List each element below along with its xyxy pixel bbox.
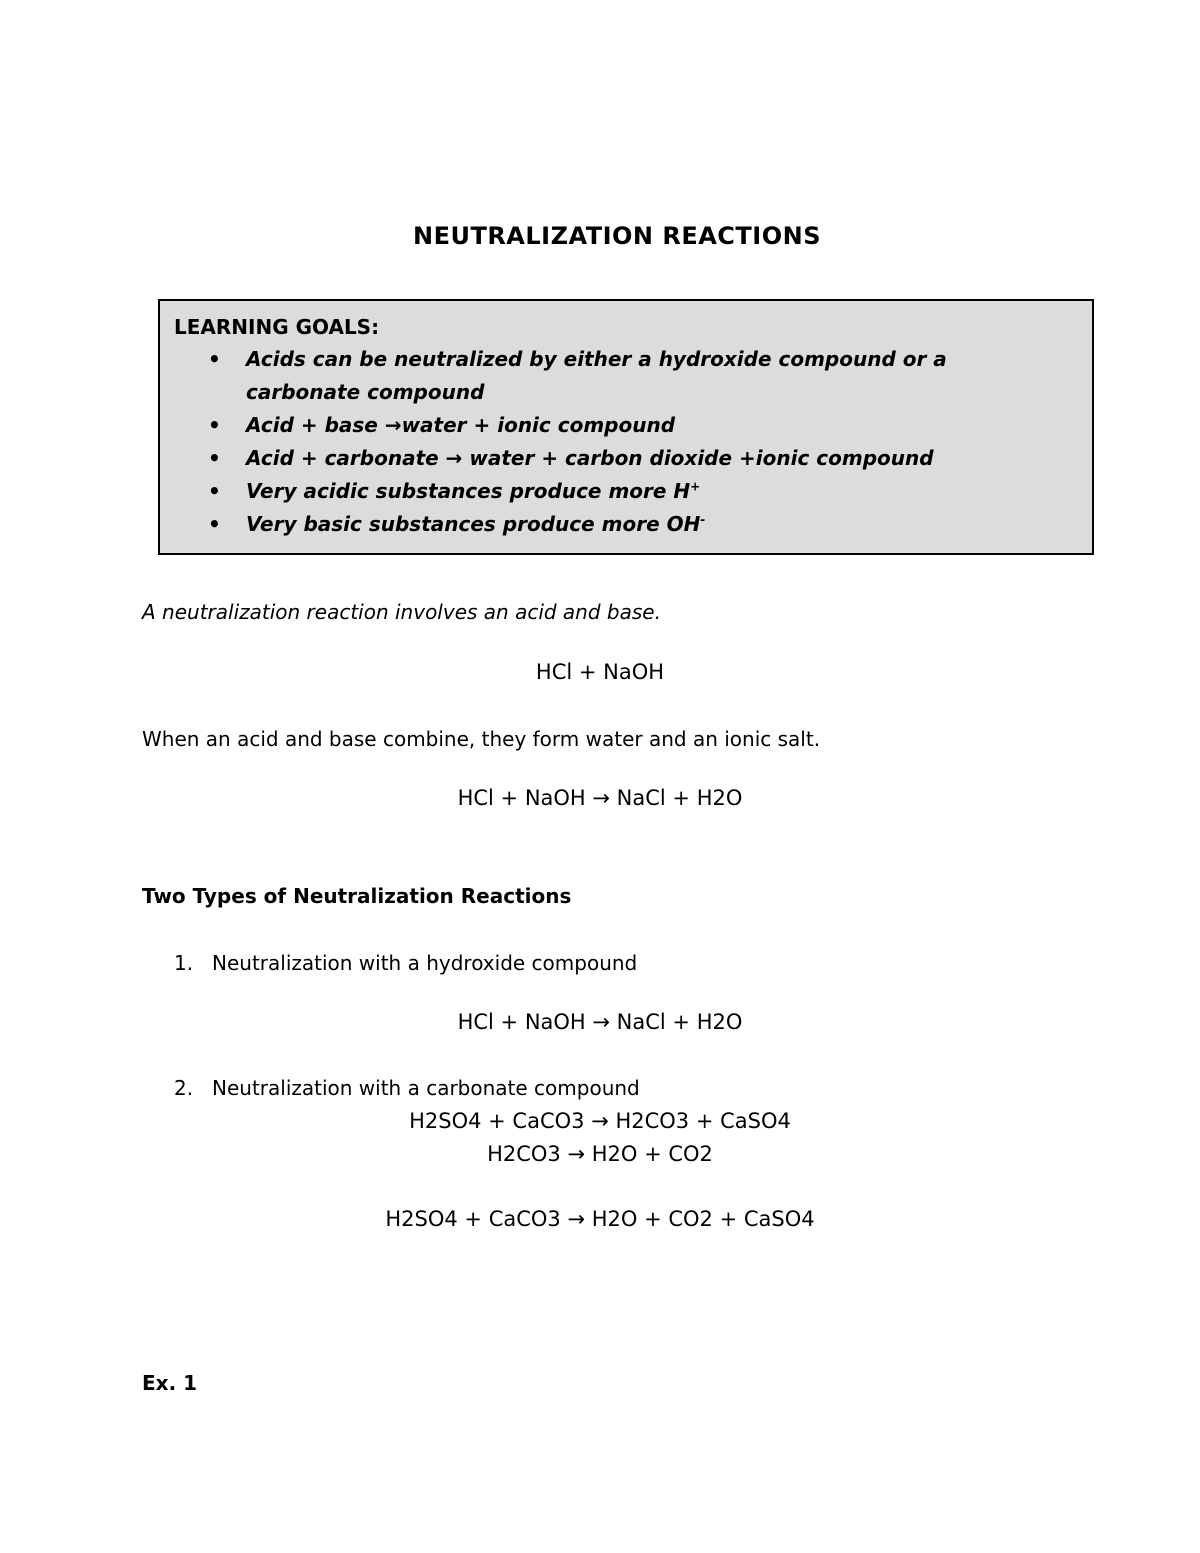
intro-sentence-text: A neutralization reaction involves an acid and base.: [142, 600, 661, 624]
superscript-minus: -: [700, 512, 706, 527]
intro-equation: HCl + NaOH: [535, 660, 665, 684]
learning-goals-box: [158, 299, 1094, 555]
section-heading: Two Types of Neutralization Reactions: [142, 884, 572, 908]
learning-goal-item: [174, 508, 1078, 541]
intro-sentence-2: When an acid and base combine, they form water and an ionic salt.: [142, 727, 821, 751]
learning-goal-text: Acid + carbonate → water + carbon dioxide +ionic compound: [246, 446, 934, 470]
item-number: 2.: [174, 1076, 194, 1100]
example-label: Ex. 1: [142, 1371, 198, 1395]
learning-goal-item: [174, 343, 1078, 409]
learning-goal-text: Acids can be neutralized by either a hydroxide compound or a carbonate compound: [246, 347, 947, 404]
intro-equation-2: HCl + NaOH → NaCl + H2O: [457, 786, 743, 810]
carbonate-equation-3: H2SO4 + CaCO3 → H2O + CO2 + CaSO4: [385, 1207, 815, 1231]
hydroxide-equation: HCl + NaOH → NaCl + H2O: [457, 1010, 743, 1034]
item-label: Neutralization with a carbonate compound: [212, 1076, 640, 1100]
carbonate-equation-2: H2CO3 → H2O + CO2: [487, 1142, 713, 1166]
carbonate-equation-1: H2SO4 + CaCO3 → H2CO3 + CaSO4: [409, 1109, 791, 1133]
learning-goals-list: [174, 343, 1078, 541]
learning-goal-text: Very basic substances produce more OH: [246, 512, 701, 536]
superscript-plus: +: [690, 479, 701, 494]
learning-goals-heading: LEARNING GOALS:: [174, 315, 380, 339]
bullet-icon: •: [208, 413, 221, 437]
intro-sentence: [142, 598, 661, 626]
learning-goal-item: [174, 409, 1078, 442]
learning-goal-text: Acid + base →water + ionic compound: [246, 413, 676, 437]
bullet-icon: •: [208, 479, 221, 503]
item-number: 1.: [174, 951, 194, 975]
bullet-icon: •: [208, 347, 221, 371]
numbered-item-1: [174, 949, 637, 977]
bullet-icon: •: [208, 446, 221, 470]
item-label: Neutralization with a hydroxide compound: [212, 951, 638, 975]
page-title: NEUTRALIZATION REACTIONS: [412, 222, 821, 250]
learning-goal-text: Very acidic substances produce more H: [246, 479, 691, 503]
learning-goal-item: [174, 475, 1078, 508]
bullet-icon: •: [208, 512, 221, 536]
numbered-item-2: [174, 1074, 640, 1102]
learning-goal-item: [174, 442, 1078, 475]
